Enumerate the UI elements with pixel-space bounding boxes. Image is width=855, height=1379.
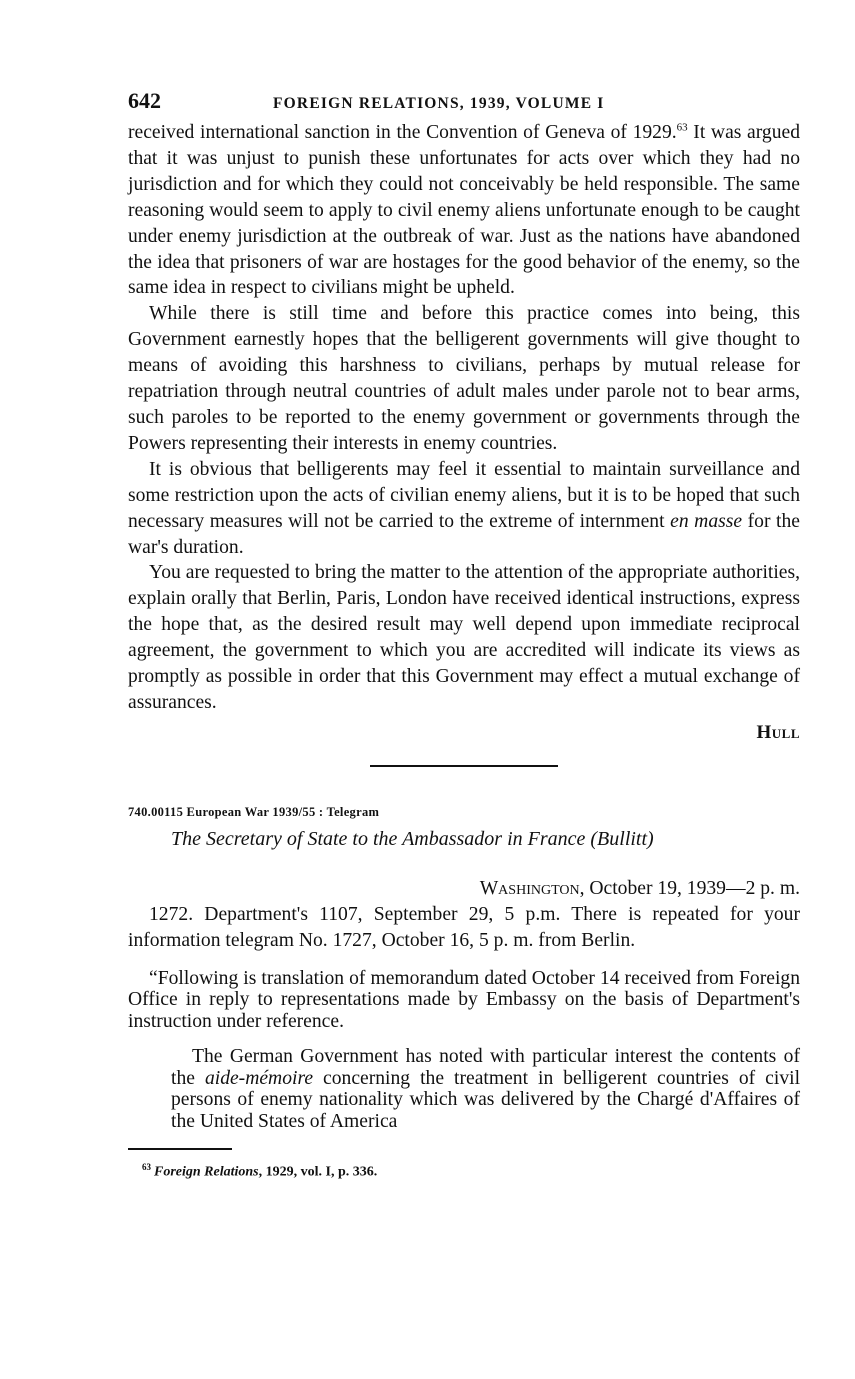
section-divider [370, 765, 558, 767]
signature: Hull [756, 721, 800, 743]
file-number: 740.00115 European War 1939/55 : Telegram [128, 804, 380, 819]
italic-term: aide-mémoire [204, 1067, 314, 1089]
running-head [128, 88, 800, 120]
footnote-divider [128, 1148, 232, 1150]
quote-intro: “Following is translation of memorandum dated October 14 received from Foreign Office in reply to representations made by Embassy on the basis of Department's instruction under reference. [128, 967, 800, 1032]
italic-phrase: en masse [670, 510, 743, 532]
ambassador-name: Bullitt [597, 827, 648, 850]
paragraph-4: You are requested to bring the matter to the attention of the appropriate authorities, explain orally that Berlin, Paris, London have received identical instructions, express the hope that, as the desired result may well depend upon immediate reciprocal agreement, the government to which you are accredited will indicate its views as promptly as possible in order that this Government may effect a mutual exchange of assurances. [128, 562, 800, 713]
footnote-title: Foreign Relations [154, 1164, 259, 1180]
footnote: $^{63}$ Foreign Relations, 1929, vol. I, p. 336. [142, 1162, 378, 1180]
document-page [128, 88, 800, 1181]
paragraph-1: received international sanction in the Convention of Geneva of 1929.63 It was argued that it was unjust to punish these unfortunates for acts over which they had no jurisdiction and for which they could not conceivably be held responsible. The same reasoning would seem to apply to civil enemy aliens unfortunate enough to be caught under enemy jurisdiction at the outbreak of war. Just as the nations have abandoned the idea that prisoners of war are hostages for the good behavior of the enemy, so the same idea in respect to civilians might be upheld. [128, 121, 800, 299]
document-title: The Secretary of State to the Ambassador in France (Bullitt) [171, 827, 654, 850]
dateline: Washington, October 19, 1939—2 p. m. [479, 877, 800, 899]
paragraph-3: It is obvious that belligerents may feel it essential to maintain surveillance and some restriction upon the acts of civilian enemy aliens, but it is to be hoped that such necessary measures will not be carried to the extreme of internment en masse for the war's duration. [128, 458, 800, 558]
telegram-opening: 1272. Department's 1107, September 29, 5 p.m. There is repeated for your information telegram No. 1727, October 16, 5 p. m. from Berlin. [128, 903, 800, 951]
block-quote: The German Government has noted with particular interest the contents of the aide-mémoire concerning the treatment in belligerent countries of civil persons of enemy nationality which was delivered by the Chargé d'Affaires of the United States of America [171, 1046, 801, 1132]
paragraph-2: While there is still time and before this practice comes into being, this Government earnestly hopes that the belligerent governments will give thought to means of avoiding this harshness to civilians, perhaps by mutual release for repatriation through neutral countries of adult males under parole not to bear arms, such paroles to be reported to the enemy government or governments through the Powers representing their interests in enemy countries. [128, 303, 800, 454]
footnote-reference[interactable]: 63 [676, 121, 688, 134]
running-title: FOREIGN RELATIONS, 1939, VOLUME I [273, 95, 605, 112]
dateline-place: Washington [479, 877, 580, 899]
footnote-marker: 63 [142, 1162, 151, 1173]
page-number: 642 [128, 88, 161, 113]
